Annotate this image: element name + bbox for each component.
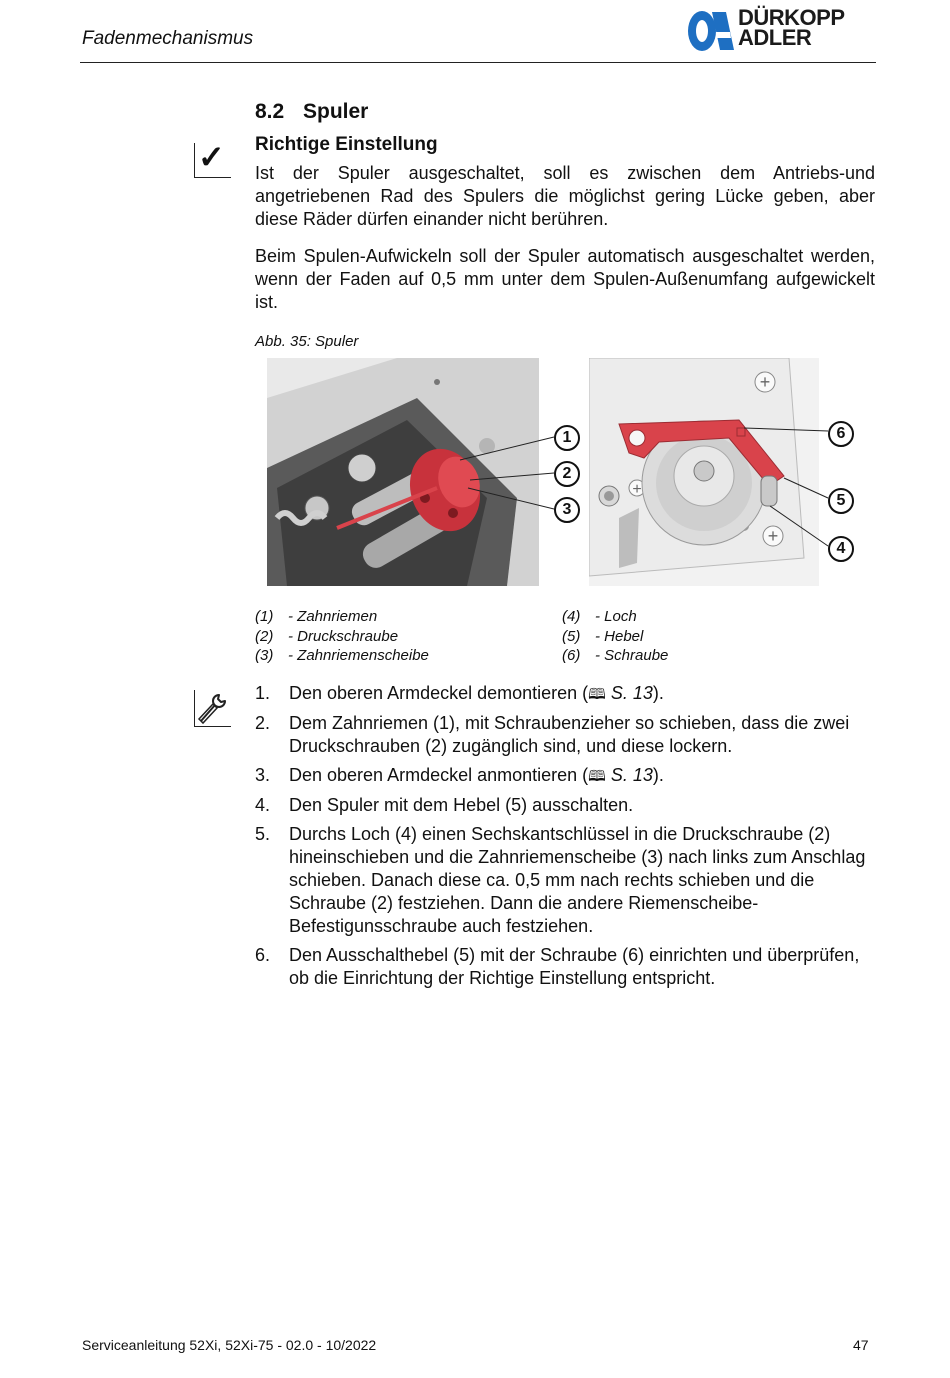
page-reference-link[interactable]: S. 13 bbox=[605, 765, 653, 785]
figure-legend-left bbox=[255, 607, 429, 666]
legend-item: (3) - Zahnriemenscheibe bbox=[255, 647, 429, 664]
checkmark-icon: ✓ bbox=[198, 139, 225, 175]
callout-5: 5 bbox=[828, 488, 854, 514]
page-reference-link[interactable]: S. 13 bbox=[605, 683, 653, 703]
logo-text-line1: DÜRKOPP bbox=[738, 5, 845, 30]
settings-paragraph-2: Beim Spulen-Aufwickeln soll der Spuler automatisch ausgeschaltet werden, wenn der Faden auf 0,5 mm unter dem Spulen-Außenumfang aufgewickelt ist. bbox=[255, 246, 875, 312]
footer-document-info: Serviceanleitung 52Xi, 52Xi-75 - 02.0 - 10/2022 bbox=[82, 1337, 377, 1353]
legend-item: (2) - Druckschraube bbox=[255, 627, 399, 645]
callout-leader-lines-left bbox=[440, 430, 560, 520]
wrench-icon bbox=[195, 691, 229, 725]
step-item: 4. Den Spuler mit dem Hebel (5) ausschalten. bbox=[255, 795, 634, 815]
section-heading bbox=[255, 100, 368, 124]
settings-paragraph-1: Ist der Spuler ausgeschaltet, soll es zwischen dem Antriebs-und angetriebenen Rad des Spulers die möglichst gering Lücke geben, aber diese Räder dürfen einander nicht berühren. bbox=[255, 163, 875, 229]
instruction-steps bbox=[255, 682, 873, 996]
svg-text:+: + bbox=[759, 372, 771, 392]
header-divider bbox=[80, 62, 876, 63]
callout-4: 4 bbox=[828, 536, 854, 562]
callout-leader-lines-right bbox=[730, 420, 832, 560]
section-number: 8.2 bbox=[255, 100, 285, 123]
callout-3: 3 bbox=[554, 497, 580, 523]
section-title: Spuler bbox=[303, 100, 369, 123]
svg-text:+: + bbox=[767, 526, 779, 546]
legend-item: (1) - Zahnriemen bbox=[255, 608, 378, 625]
step-item: 6. Den Ausschalthebel (5) mit der Schraube (6) einrichten und überprüfen, ob die Einrichtung der Richtige Einstellung entspricht. bbox=[255, 945, 860, 988]
settings-subtitle: Richtige Einstellung bbox=[255, 134, 438, 155]
step-item: 5. Durchs Loch (4) einen Sechskantschlüssel in die Druckschraube (2) hineinschieben und die Zahnriemenscheibe (3) nach links zum Anschlag schieben. Danach diese ca. 0,5 mm nach rechts schieben und die Schraube (2) festziehen. Dann die andere Riemenscheibe-Befestigunsschraube auch festziehen. bbox=[255, 824, 866, 936]
callout-6: 6 bbox=[828, 421, 854, 447]
svg-text:+: + bbox=[632, 481, 642, 498]
book-icon: 🕮 bbox=[588, 686, 606, 703]
step-item: 3. Den oberen Armdeckel anmontieren (🕮 S. 13). bbox=[255, 765, 664, 785]
legend-item: (5) - Hebel bbox=[562, 627, 644, 645]
footer-page-number: 47 bbox=[853, 1337, 869, 1353]
legend-item: (4) - Loch bbox=[562, 608, 637, 625]
book-icon: 🕮 bbox=[588, 768, 606, 785]
logo-text-line2: ADLER bbox=[738, 25, 812, 50]
logo-mark-icon bbox=[686, 8, 736, 54]
step-item: 1. Den oberen Armdeckel demontieren (🕮 S. 13). bbox=[255, 683, 664, 703]
brand-logo bbox=[686, 5, 876, 54]
legend-item: (6) - Schraube bbox=[562, 647, 669, 664]
callout-2: 2 bbox=[554, 461, 580, 487]
header-title: Fadenmechanismus bbox=[82, 28, 254, 49]
callout-1: 1 bbox=[554, 425, 580, 451]
figure-caption: Abb. 35: Spuler bbox=[255, 333, 359, 350]
figure-legend-right bbox=[562, 607, 668, 666]
step-item: 2. Dem Zahnriemen (1), mit Schraubenzieher so schieben, dass die zwei Druckschrauben (2) zugänglich sind, und diese lockern. bbox=[255, 713, 850, 756]
